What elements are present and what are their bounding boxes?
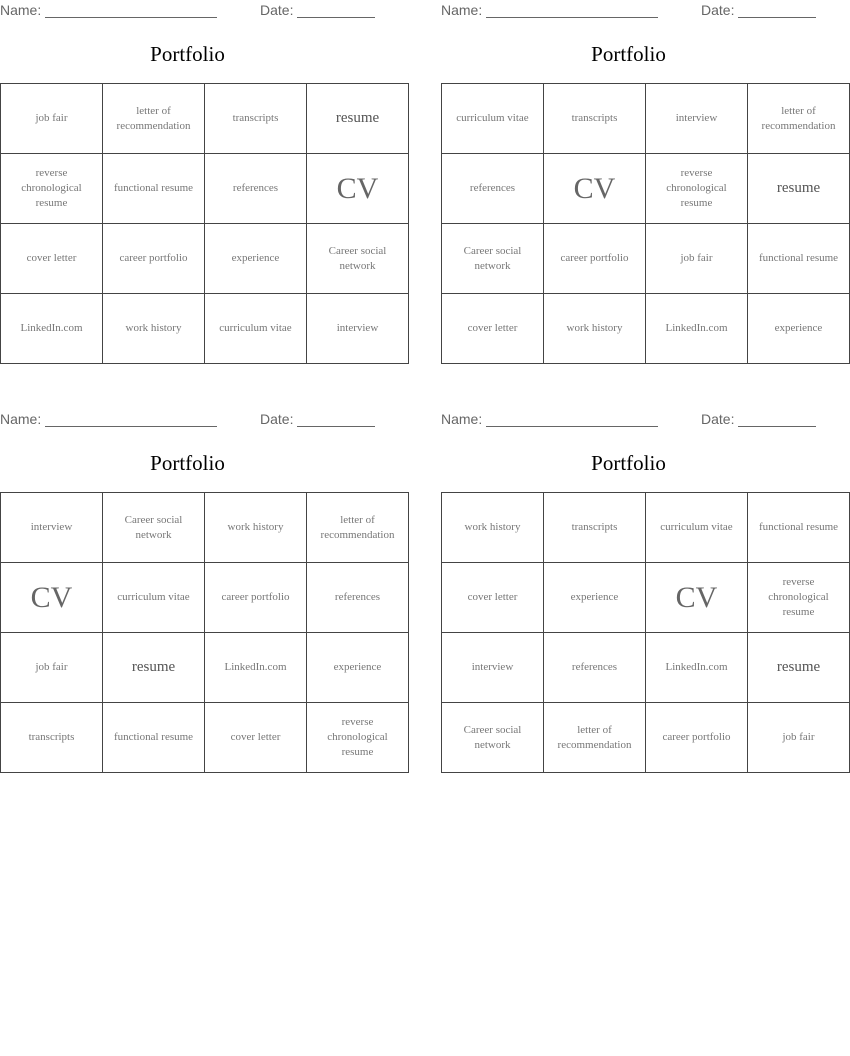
bingo-grid — [441, 492, 850, 773]
grid-row — [1, 703, 409, 773]
grid-cell: job fair — [646, 224, 748, 294]
name-blank-line — [45, 426, 217, 427]
grid-row — [442, 84, 850, 154]
grid-cell: references — [442, 154, 544, 224]
grid-cell: references — [307, 563, 409, 633]
grid-row — [1, 493, 409, 563]
grid-cell: interview — [1, 493, 103, 563]
name-label: Name: — [441, 2, 483, 18]
bingo-grid — [0, 83, 409, 364]
grid-row — [1, 154, 409, 224]
grid-row — [1, 224, 409, 294]
grid-cell: functional resume — [103, 703, 205, 773]
date-blank-line — [738, 426, 816, 427]
grid-cell: Career social network — [442, 703, 544, 773]
grid-row — [442, 563, 850, 633]
grid-row — [442, 224, 850, 294]
grid-cell: curriculum vitae — [205, 294, 307, 364]
grid-cell: reverse chronological resume — [1, 154, 103, 224]
grid-cell: transcripts — [205, 84, 307, 154]
grid-cell: experience — [205, 224, 307, 294]
card-header — [441, 0, 816, 20]
grid-cell: resume — [748, 633, 850, 703]
bingo-grid — [0, 492, 409, 773]
bingo-card-4 — [441, 409, 839, 751]
grid-cell: CV — [646, 563, 748, 633]
name-blank-line — [486, 426, 658, 427]
bingo-grid — [441, 83, 850, 364]
grid-cell: resume — [103, 633, 205, 703]
grid-cell: CV — [307, 154, 409, 224]
grid-cell: work history — [544, 294, 646, 364]
name-blank-line — [486, 17, 658, 18]
grid-cell: work history — [442, 493, 544, 563]
grid-cell: career portfolio — [646, 703, 748, 773]
grid-cell: letter of recommendation — [307, 493, 409, 563]
grid-cell: functional resume — [748, 224, 850, 294]
grid-cell: experience — [307, 633, 409, 703]
grid-cell: LinkedIn.com — [646, 633, 748, 703]
grid-cell: CV — [544, 154, 646, 224]
grid-cell: career portfolio — [103, 224, 205, 294]
grid-row — [442, 294, 850, 364]
name-label: Name: — [441, 411, 483, 427]
grid-cell: interview — [307, 294, 409, 364]
grid-row — [1, 633, 409, 703]
bingo-card-3 — [0, 409, 395, 758]
date-label: Date: — [701, 411, 735, 427]
grid-cell: letter of recommendation — [103, 84, 205, 154]
grid-cell: cover letter — [442, 563, 544, 633]
grid-row — [442, 703, 850, 773]
grid-cell: transcripts — [544, 493, 646, 563]
name-blank-line — [45, 17, 217, 18]
date-blank-line — [297, 426, 375, 427]
card-header — [0, 409, 375, 429]
grid-cell: letter of recommendation — [544, 703, 646, 773]
grid-cell: letter of recommendation — [748, 84, 850, 154]
grid-cell: reverse chronological resume — [307, 703, 409, 773]
grid-cell: reverse chronological resume — [748, 563, 850, 633]
grid-row — [442, 154, 850, 224]
grid-row — [442, 493, 850, 563]
grid-row — [1, 563, 409, 633]
grid-cell: resume — [748, 154, 850, 224]
grid-cell: cover letter — [205, 703, 307, 773]
grid-cell: CV — [1, 563, 103, 633]
card-title: Portfolio — [150, 42, 225, 66]
grid-cell: job fair — [1, 84, 103, 154]
name-label: Name: — [0, 2, 42, 18]
card-title: Portfolio — [591, 451, 666, 475]
bingo-card-1 — [0, 0, 387, 334]
grid-cell: experience — [748, 294, 850, 364]
grid-cell: Career social network — [307, 224, 409, 294]
grid-cell: Career social network — [103, 493, 205, 563]
grid-cell: cover letter — [442, 294, 544, 364]
grid-cell: LinkedIn.com — [646, 294, 748, 364]
grid-cell: curriculum vitae — [646, 493, 748, 563]
grid-cell: references — [205, 154, 307, 224]
grid-cell: job fair — [1, 633, 103, 703]
grid-cell: interview — [646, 84, 748, 154]
date-label: Date: — [260, 2, 294, 18]
card-header — [441, 409, 816, 429]
grid-cell: career portfolio — [205, 563, 307, 633]
grid-cell: curriculum vitae — [442, 84, 544, 154]
grid-cell: experience — [544, 563, 646, 633]
date-label: Date: — [260, 411, 294, 427]
grid-cell: work history — [103, 294, 205, 364]
card-header — [0, 0, 375, 20]
date-blank-line — [738, 17, 816, 18]
grid-cell: reverse chronological resume — [646, 154, 748, 224]
grid-cell: career portfolio — [544, 224, 646, 294]
grid-row — [1, 84, 409, 154]
grid-cell: transcripts — [1, 703, 103, 773]
card-title: Portfolio — [591, 42, 666, 66]
bingo-card-2 — [441, 0, 839, 334]
grid-cell: LinkedIn.com — [1, 294, 103, 364]
grid-cell: curriculum vitae — [103, 563, 205, 633]
grid-cell: functional resume — [748, 493, 850, 563]
grid-cell: work history — [205, 493, 307, 563]
date-label: Date: — [701, 2, 735, 18]
grid-cell: transcripts — [544, 84, 646, 154]
grid-cell: Career social network — [442, 224, 544, 294]
name-label: Name: — [0, 411, 42, 427]
grid-cell: LinkedIn.com — [205, 633, 307, 703]
grid-cell: resume — [307, 84, 409, 154]
date-blank-line — [297, 17, 375, 18]
grid-row — [1, 294, 409, 364]
grid-row — [442, 633, 850, 703]
grid-cell: cover letter — [1, 224, 103, 294]
card-title: Portfolio — [150, 451, 225, 475]
grid-cell: job fair — [748, 703, 850, 773]
grid-cell: interview — [442, 633, 544, 703]
grid-cell: functional resume — [103, 154, 205, 224]
grid-cell: references — [544, 633, 646, 703]
